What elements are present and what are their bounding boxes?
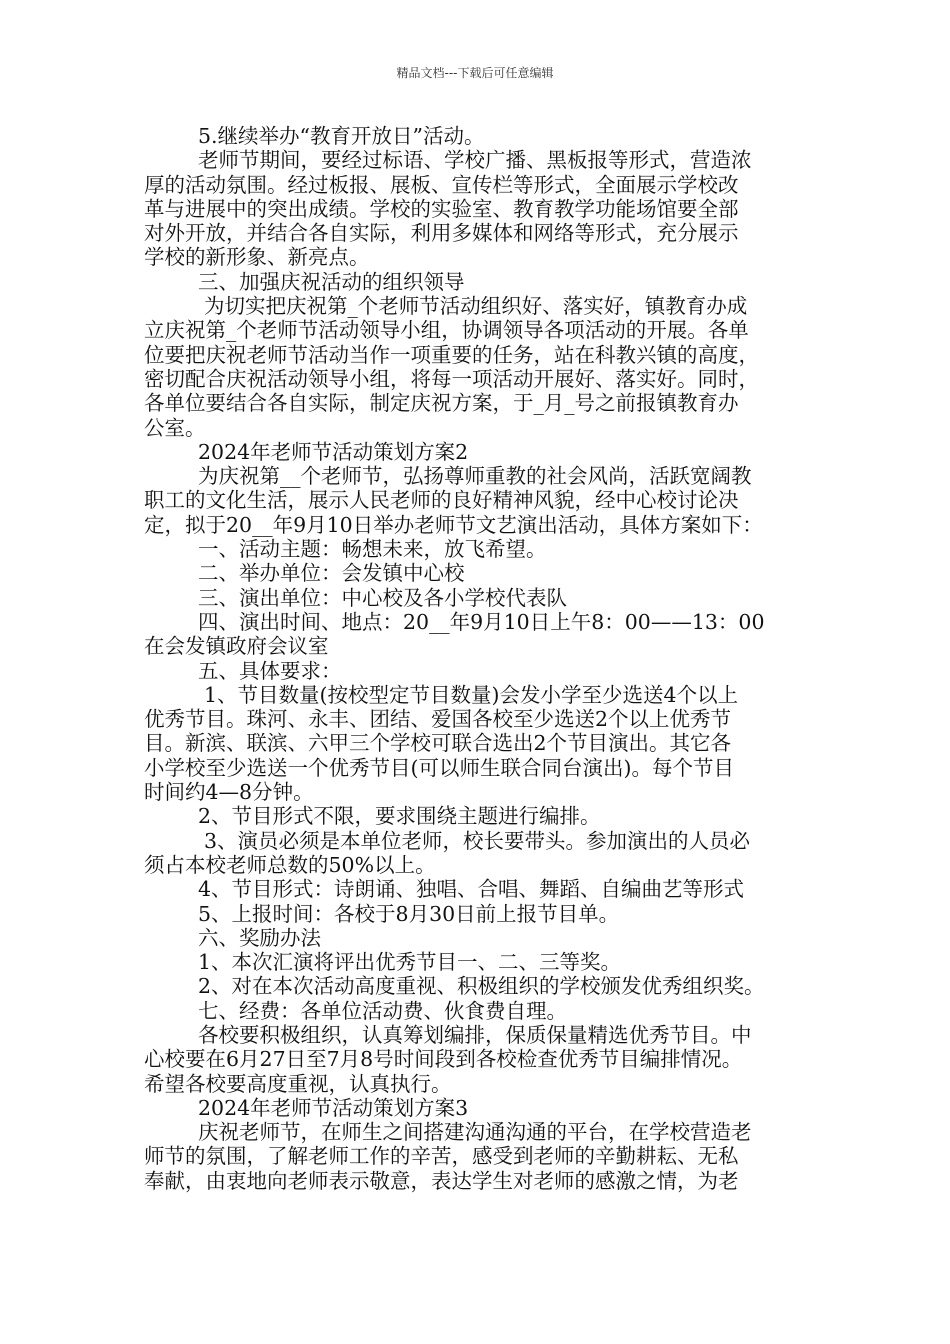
text-line: 2、对在本次活动高度重视、积极组织的学校颁发优秀组织奖。 bbox=[198, 974, 765, 999]
text-line: 须占本校老师总数的50%以上。 bbox=[144, 852, 436, 877]
text-line: 2、节目形式不限，要求围绕主题进行编排。 bbox=[198, 804, 601, 829]
text-line: 一、活动主题：畅想未来，放飞希望。 bbox=[198, 537, 547, 562]
text-line: 3、演员必须是本单位老师，校长要带头。参加演出的人员必 bbox=[204, 828, 751, 853]
text-line: 三、演出单位：中心校及各小学校代表队 bbox=[198, 585, 567, 610]
text-line: 二、举办单位：会发镇中心校 bbox=[198, 561, 465, 586]
text-line: 各校要积极组织，认真筹划编排，保质保量精选优秀节目。中 bbox=[198, 1022, 752, 1047]
text-line: 时间约4—8分钟。 bbox=[144, 780, 314, 805]
text-line: 密切配合庆祝活动领导小组，将每一项活动开展好、落实好。同时， bbox=[144, 366, 759, 391]
text-line: 厚的活动氛围。经过板报、展板、宣传栏等形式，全面展示学校改 bbox=[144, 172, 739, 197]
text-line: 各单位要结合各自实际，制定庆祝方案，于_月_号之前报镇教育办 bbox=[144, 391, 739, 416]
text-line: 六、奖励办法 bbox=[198, 925, 321, 950]
text-line: 2024年老师节活动策划方案3 bbox=[198, 1095, 469, 1120]
text-line: 老师节期间，要经过标语、学校广播、黑板报等形式，营造浓 bbox=[198, 148, 752, 173]
text-line: 位要把庆祝老师节活动当作一项重要的任务，站在科教兴镇的高度， bbox=[144, 342, 759, 367]
text-line: 小学校至少选送一个优秀节目(可以师生联合同台演出)。每个节目 bbox=[144, 755, 734, 780]
text-line: 公室。 bbox=[144, 415, 206, 440]
text-line: 5.继续举办“教育开放日”活动。 bbox=[198, 124, 485, 148]
text-line: 七、经费：各单位活动费、伙食费自理。 bbox=[198, 998, 567, 1023]
text-line: 学校的新形象、新亮点。 bbox=[144, 245, 370, 270]
text-line: 5、上报时间：各校于8月30日前上报节目单。 bbox=[198, 901, 620, 926]
text-line: 心校要在6月27日至7月8号时间段到各校检查优秀节目编排情况。 bbox=[144, 1047, 743, 1072]
text-line: 优秀节目。珠河、永丰、团结、爱国各校至少选送2个以上优秀节 bbox=[144, 707, 732, 732]
text-line: 师节的氛围，了解老师工作的辛苦，感受到老师的辛勤耕耘、无私 bbox=[144, 1144, 739, 1169]
text-line: 目。新滨、联滨、六甲三个学校可联合选出2个节目演出。其它各 bbox=[144, 731, 732, 756]
text-line: 四、演出时间、地点：20__年9月10日上午8：00——13：00 bbox=[198, 609, 765, 634]
text-line: 4、节目形式：诗朗诵、独唱、合唱、舞蹈、自编曲艺等形式 bbox=[198, 877, 745, 902]
text-line: 对外开放，并结合各自实际，利用多媒体和网络等形式，充分展示 bbox=[144, 221, 739, 246]
text-line: 立庆祝第_个老师节活动领导小组，协调领导各项活动的开展。各单 bbox=[144, 318, 749, 343]
text-line: 在会发镇政府会议室 bbox=[144, 634, 329, 659]
text-line: 职工的文化生活，展示人民老师的良好精神风貌，经中心校讨论决 bbox=[144, 488, 739, 513]
text-line: 庆祝老师节，在师生之间搭建沟通沟通的平台，在学校营造老 bbox=[198, 1120, 752, 1145]
text-line: 为切实把庆祝第_个老师节活动组织好、落实好，镇教育办成 bbox=[204, 294, 748, 319]
text-line: 奉献，由衷地向老师表示敬意，表达学生对老师的感激之情，为老 bbox=[144, 1168, 739, 1193]
text-line: 希望各校要高度重视，认真执行。 bbox=[144, 1071, 452, 1096]
document-body bbox=[144, 124, 810, 1193]
text-line: 定，拟于20__年9月10日举办老师节文艺演出活动，具体方案如下： bbox=[144, 512, 763, 537]
page-header: 精品文档---下载后可任意编辑 bbox=[396, 66, 554, 80]
text-line: 革与进展中的突出成绩。学校的实验室、教育教学功能场馆要全部 bbox=[144, 196, 739, 221]
text-line: 2024年老师节活动策划方案2 bbox=[198, 439, 469, 464]
text-line: 1、节目数量(按校型定节目数量)会发小学至少选送4个以上 bbox=[204, 682, 739, 707]
text-line: 三、加强庆祝活动的组织领导 bbox=[198, 269, 465, 294]
text-line: 1、本次汇演将评出优秀节目一、二、三等奖。 bbox=[198, 950, 622, 975]
text-line: 为庆祝第__个老师节，弘扬尊师重教的社会风尚，活跃宽阔教 bbox=[198, 464, 752, 489]
text-line: 五、具体要求： bbox=[198, 658, 342, 683]
